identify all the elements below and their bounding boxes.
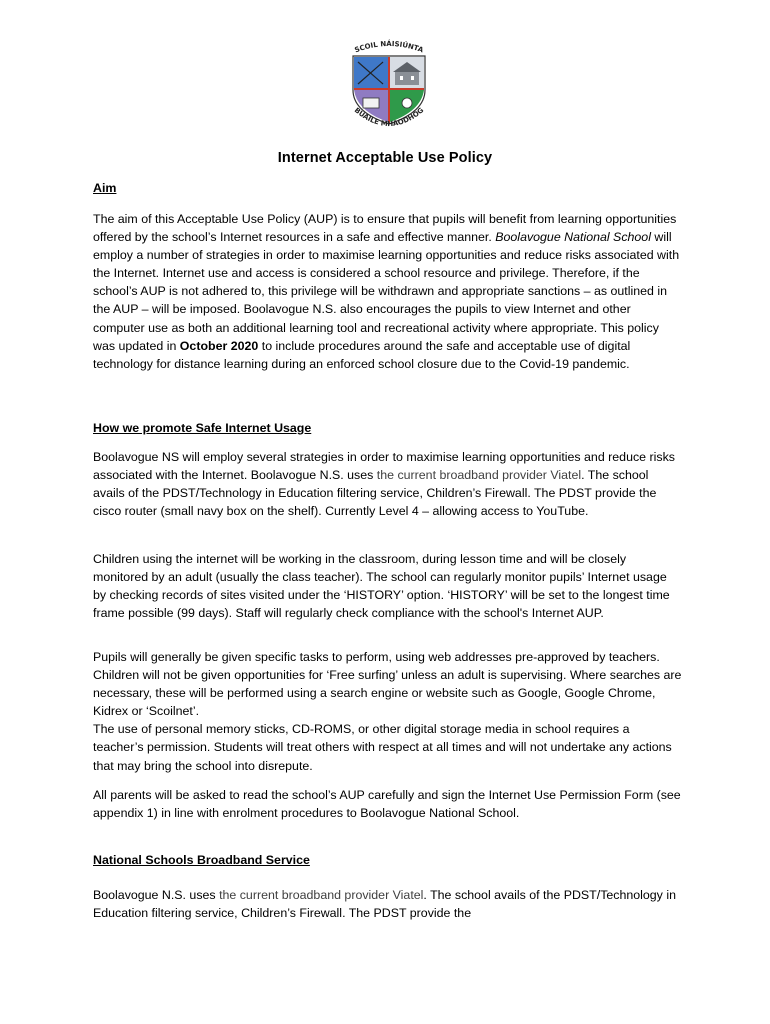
aim-school-name: Boolavogue National School xyxy=(495,230,651,245)
broadband-provider-text: the current broadband provider Viatel xyxy=(219,888,424,902)
aim-paragraph xyxy=(93,210,683,373)
crest-arc-bottom: BUAILE MHAODHÓG xyxy=(352,106,426,129)
svg-text:SCOIL NÁISIÚNTA xyxy=(354,39,425,55)
broadband-paragraph xyxy=(93,886,683,922)
heading-aim: Aim xyxy=(93,181,117,195)
aim-text-2: will employ a number of strategies in order to maximise learning opportunities and reduce risks associated with the Internet. Internet use and access is considered a school resource and privilege. Therefore, if the school’s AUP is not adhered to, this privilege will be withdrawn and appropriate sanctions – as outlined in the AUP – will be imposed. Boolavogue N.S. also encourages the pupils to view Internet and other computer use as both an additional learning tool and recreational activity where appropriate. This policy was updated in xyxy=(93,230,680,353)
safe-paragraph-2 xyxy=(93,550,683,622)
safe-paragraph-3 xyxy=(93,648,683,775)
crest-arc-top: SCOIL NÁISIÚNTA xyxy=(353,39,425,55)
safe-paragraph-4 xyxy=(93,786,683,822)
safe-text-5: The use of personal memory sticks, CD-ROMS, or other digital storage media in school requires a teacher’s permission. Students will treat others with respect at all times and will not undertake any actions that may bring the school into disrepute. xyxy=(93,722,672,773)
aim-update-date: October 2020 xyxy=(179,338,259,353)
aim-text-1: The aim of this Acceptable Use Policy (AUP) is to ensure that pupils will benefit from learning opportunities offered by the school’s Internet resources in a safe and effective manner. xyxy=(93,212,677,245)
broadband-text-2: . The school avails of the PDST/Technology in Education filtering service, Children’s Firewall. The PDST provide the xyxy=(93,888,676,921)
school-crest-logo xyxy=(343,38,435,134)
heading-safe-internet: How we promote Safe Internet Usage xyxy=(93,421,312,435)
safe-text-2: . The school avails of the PDST/Technology in Education filtering service, Children’s Firewall. The PDST provide the cisco router (small navy box on the shelf). Currently Level 4 – allowing access to YouTube. xyxy=(93,468,657,519)
safe-provider-text: the current broadband provider Viatel xyxy=(376,468,582,483)
safe-text-3: Children using the internet will be working in the classroom, during lesson time and will be closely monitored by an adult (usually the class teacher). The school can regularly monitor pupils’ Internet usage by checking records of sites visited under the ‘HISTORY’ option. ‘HISTORY’ will be set to the longest time frame possible (99 days). Staff will regularly check compliance with the school's Internet AUP. xyxy=(93,552,670,621)
safe-text-6: All parents will be asked to read the school’s AUP carefully and sign the Internet Use Permission Form (see appendix 1) in line with enrolment procedures to Boolavogue National School. xyxy=(93,788,681,821)
aim-text-3: to include procedures around the safe and acceptable use of digital technology for distance learning during an enforced school closure due to the Covid-19 pandemic. xyxy=(93,338,631,371)
safe-text-1: Boolavogue NS will employ several strategies in order to maximise learning opportunities and reduce risks associated with the Internet. Boolavogue N.S. uses xyxy=(93,450,675,483)
safe-paragraph-1 xyxy=(93,448,683,520)
heading-broadband: National Schools Broadband Service xyxy=(93,853,310,867)
broadband-text-1: Boolavogue N.S. uses xyxy=(93,888,220,902)
safe-text-4: Pupils will generally be given specific tasks to perform, using web addresses pre-approved by teachers. Children will not be given opportunities for ‘Free surfing’ unless an adult is supervising. Where searches are necessary, these will be performed using a search engine or website such as Google, Google Chrome, Kidrex or ‘Scoilnet’. xyxy=(93,650,682,719)
document-title: Internet Acceptable Use Policy xyxy=(277,150,493,166)
